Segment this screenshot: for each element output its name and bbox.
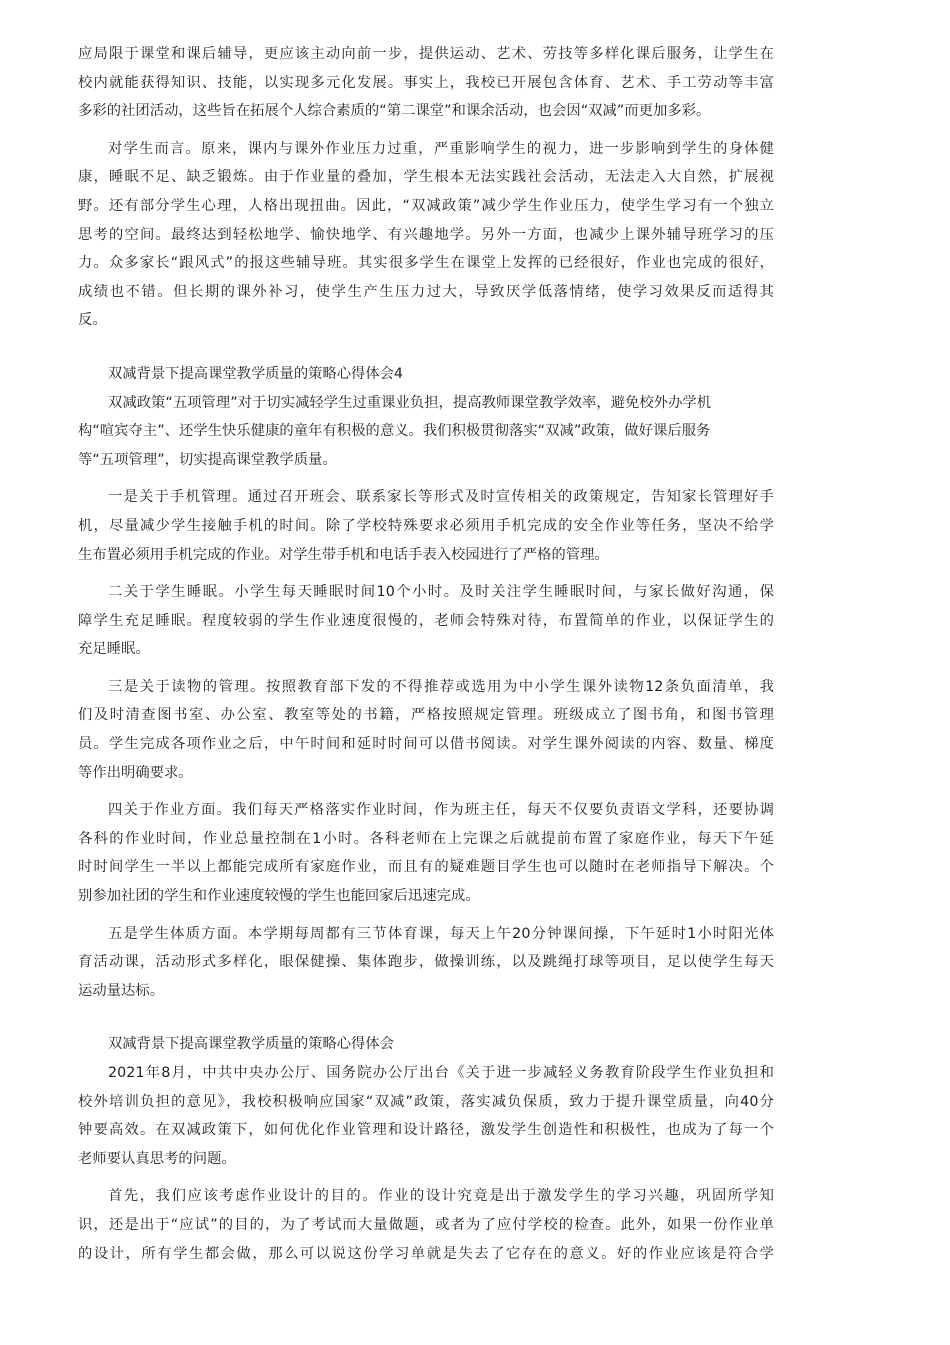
paragraph xyxy=(78,389,774,475)
text-line: 老师要认真思考的问题。 xyxy=(78,1150,236,1167)
text-line: 对学生而言。原来，课内与课外作业压力过重，严重影响学生的视力，进一步影响到学生的身体健 xyxy=(108,140,774,157)
paragraph xyxy=(78,135,774,335)
text-line: 别参加社团的学生和作业速度较慢的学生也能回家后迅速完成。 xyxy=(78,888,480,905)
text-line: 野。还有部分学生心理，人格出现扭曲。因此，“双减政策”减少学生作业压力，使学生学习有一个独立 xyxy=(78,197,774,214)
text-line: 钟要高效。在双减政策下，如何优化作业管理和设计路径，激发学生创造性和积极性，也成为了每一个 xyxy=(78,1122,774,1139)
text-line: 等作出明确要求。 xyxy=(78,764,193,781)
text-line: 们及时清查图书室、办公室、教室等处的书籍，严格按照规定管理。班级成立了图书角，和图书管理 xyxy=(78,707,774,724)
text-line: 一是关于手机管理。通过召开班会、联系家长等形式及时宣传相关的政策规定，告知家长管理好手 xyxy=(108,489,774,506)
paragraph xyxy=(78,796,774,910)
paragraph xyxy=(78,483,774,569)
paragraph xyxy=(78,40,774,126)
text-line: 构“喧宾夺主”、还学生快乐健康的童年有积极的意义。我们积极贯彻落实“双减”政策，做好课后服务 xyxy=(78,423,711,440)
text-line: 康，睡眠不足、缺乏锻炼。由于作业量的叠加，学生根本无法实践社会活动，无法走入大自然，扩展视 xyxy=(78,169,774,186)
text-line: 识，还是出于“应试”的目的，为了考试而大量做题，或者为了应付学校的检查。此外，如果一份作业单 xyxy=(78,1216,774,1233)
text-line: 各科的作业时间，作业总量控制在1小时。各科老师在上完课之后就提前布置了家庭作业，每天下午延 xyxy=(78,830,774,847)
text-line: 校内就能获得知识、技能，以实现多元化发展。事实上，我校已开展包含体育、艺术、手工劳动等丰富 xyxy=(78,74,774,91)
paragraph xyxy=(78,578,774,664)
text-line: 思考的空间。最终达到轻松地学、愉快地学、有兴趣地学。另外一方面，也减少上课外辅导班学习的压 xyxy=(78,226,774,243)
text-line: 五是学生体质方面。本学期每周都有三节体育课，每天上午20分钟课间操，下午延时1小时阳光体 xyxy=(108,925,774,942)
section-heading: 双减背景下提高课堂教学质量的策略心得体会4 xyxy=(108,365,404,382)
text-line: 二关于学生睡眠。小学生每天睡眠时间10个小时。及时关注学生睡眠时间，与家长做好沟通，保 xyxy=(108,584,774,601)
text-line: 应局限于课堂和课后辅导，更应该主动向前一步，提供运动、艺术、劳技等多样化课后服务，让学生在 xyxy=(78,46,774,62)
text-line: 运动量达标。 xyxy=(78,982,165,999)
text-line: 首先，我们应该考虑作业设计的目的。作业的设计究竟是出于激发学生的学习兴趣，巩固所学知 xyxy=(108,1188,774,1205)
text-line: 多彩的社团活动，这些旨在拓展个人综合素质的“第二课堂”和课余活动，也会因“双减”而更加多彩。 xyxy=(78,103,711,120)
text-line: 成绩也不错。但长期的课外补习，使学生产生压力过大，导致厌学低落情绪，使学习效果反而适得其 xyxy=(78,283,774,300)
text-line: 校外培训负担的意见》，我校积极响应国家“双减”政策，落实减负保质，致力于提升课堂质量，向40分 xyxy=(78,1093,774,1110)
paragraph xyxy=(78,673,774,787)
text-line: 反。 xyxy=(78,312,107,329)
text-line: 时时间学生一半以上都能完成所有家庭作业，而且有的疑难题目学生也可以随时在老师指导下解决。个 xyxy=(78,859,774,876)
text-line: 育活动课，活动形式多样化，眼保健操、集体跑步，做操训练，以及跳绳打球等项目，足以使学生每天 xyxy=(78,954,774,971)
document-page xyxy=(78,40,774,1268)
text-line: 障学生充足睡眠。程度较弱的学生作业速度很慢的，老师会特殊对待，布置简单的作业，以保证学生的 xyxy=(78,612,774,629)
text-line: 三是关于读物的管理。按照教育部下发的不得推荐或选用为中小学生课外读物12条负面清单，我 xyxy=(108,678,774,695)
text-line: 2021年8月，中共中央办公厅、国务院办公厅出台《关于进一步减轻义务教育阶段学生作业负担和 xyxy=(108,1065,774,1081)
text-line: 的设计，所有学生都会做，那么可以说这份学习单就是失去了它存在的意义。好的作业应该是符合学 xyxy=(78,1245,774,1262)
text-line: 四关于作业方面。我们每天严格落实作业时间，作为班主任，每天不仅要负责语文学科，还要协调 xyxy=(108,802,774,819)
paragraph xyxy=(78,1059,774,1173)
text-line: 机，尽量减少学生接触手机的时间。除了学校特殊要求必须用手机完成的安全作业等任务，坚决不给学 xyxy=(78,517,774,534)
section-heading: 双减背景下提高课堂教学质量的策略心得体会 xyxy=(108,1036,394,1053)
paragraph xyxy=(78,1182,774,1268)
text-line: 等“五项管理”，切实提高课堂教学质量。 xyxy=(78,451,337,468)
paragraph xyxy=(78,920,774,1006)
text-line: 力。众多家长“跟风式”的报这些辅导班。其实很多学生在课堂上发挥的已经很好，作业也完成的很好， xyxy=(78,255,774,272)
text-line: 充足睡眠。 xyxy=(78,641,150,658)
text-line: 生布置必须用手机完成的作业。对学生带手机和电话手表入校园进行了严格的管理。 xyxy=(78,546,609,563)
text-line: 员。学生完成各项作业之后，中午时间和延时时间可以借书阅读。对学生课外阅读的内容、数量、梯度 xyxy=(78,736,774,753)
text-line: 双减政策“五项管理”对于切实减轻学生过重课业负担，提高教师课堂教学效率，避免校外办学机 xyxy=(108,394,712,411)
